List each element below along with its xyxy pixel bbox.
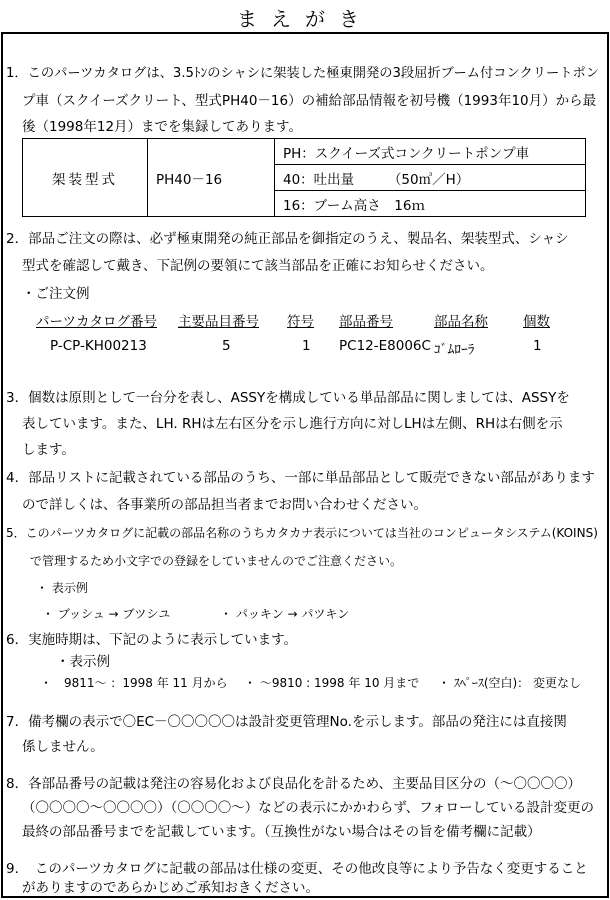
para-8-line-3: 最終の部品番号までを記載しています。（互換性がない場合はその旨を備考欄に記載） [22, 824, 541, 840]
para-1-line-1: 1．このパーツカタログは、3.5ﾄﾝのシャシに架装した極東開発の3段屈折ブーム付コンクリートポン [6, 66, 599, 81]
order-cell-code: 1 [302, 338, 311, 354]
order-header-catalog: パーツカタログ番号 [36, 314, 157, 330]
order-header-part-name: 部品名称 [434, 314, 488, 330]
para-6-example-2: ・ ～9810 : 1998 年 10 月まで [244, 676, 420, 690]
order-cell-part-name: ｺﾞﾑﾛｰﾗ [434, 342, 475, 358]
para-5-example-1: ・ ブッシュ → ブツシユ [42, 607, 171, 621]
para-2-line-1: 2．部品ご注文の際は、必ず極東開発の純正部品を御指定のうえ、製品名、架装型式、シャシ [6, 231, 569, 247]
order-cell-catalog: P-CP-KH00213 [50, 338, 147, 354]
order-header-qty: 個数 [523, 314, 550, 330]
para-6-example-1: ・ 9811～ ：1998 年 11 月から [40, 676, 228, 690]
para-9-line-1: 9． このパーツカタログに記載の部品は仕様の変更、その他改良等により予告なく変更すること [6, 861, 588, 877]
order-cell-qty: 1 [533, 338, 542, 354]
para-3-line-1: 3．個数は原則として一台分を表し、ASSYを構成している単品部品に関しましては、ASSYを [6, 390, 570, 406]
para-6-line-1: 6．実施時期は、下記のように表示しています。 [6, 632, 298, 648]
order-header-item: 主要品目番号 [178, 314, 259, 330]
para-6-example-label: ・表示例 [56, 654, 110, 670]
spec-label: 架装型式 [23, 139, 148, 217]
para-5-example-2: ・ パッキン → パツキン [220, 607, 350, 621]
para-6-example-3: ・ ｽﾍﾟｰｽ(空白)： 変更なし [438, 676, 581, 690]
spec-model: PH40－16 [148, 139, 275, 217]
para-5-line-2: で管理するため小文字での登録をしていませんのでご注意ください。 [30, 554, 403, 568]
para-3-line-2: 表しています。また、LH. RHは左右区分を示し進行方向に対しLHは左側、RHは右側を示 [22, 416, 563, 432]
spec-desc-1: PH：スクイーズ式コンクリートポンプ車 [275, 139, 586, 165]
para-5-line-1: 5．このパーツカタログに記載の部品名称のうちカタカナ表示については当社のコンピュータシステム(KOINS) [6, 526, 598, 540]
order-cell-item: 5 [222, 338, 231, 354]
spec-desc-3: 16：ブーム高さ 16ｍ [275, 191, 586, 217]
para-1-line-3: 後（1998年12月）までを集録してあります。 [22, 119, 302, 135]
order-header-part-no: 部品番号 [339, 314, 393, 330]
para-1-line-2: プ車（スクイーズクリート、型式PH40－16）の補給部品情報を初号機（1993年10月）から最 [22, 93, 597, 109]
order-header-code: 符号 [287, 314, 314, 330]
order-cell-part-no: PC12-E8006C [339, 338, 431, 354]
para-4-line-2: ので詳しくは、各事業所の部品担当者までお問い合わせください。 [22, 497, 427, 513]
para-3-line-3: します。 [22, 442, 75, 458]
para-9-line-2: がありますのであらかじめご承知おきください。 [22, 880, 319, 896]
para-2-line-2: 型式を確認して戴き、下記例の要領にて該当部品を正確にお知らせください。 [22, 258, 494, 274]
para-7-line-1: 7．備考欄の表示で〇EC－〇〇〇〇〇は設計変更管理No.を示します。部品の発注には直接関 [6, 714, 567, 730]
spec-desc-2: 40：吐出量 （50㎥／H） [275, 165, 586, 191]
para-7-line-2: 係しません。 [22, 739, 104, 755]
para-2-line-3: ・ご注文例 [22, 286, 90, 302]
para-4-line-1: 4．部品リストに記載されている部品のうち、一部に単品部品として販売できない部品があります [6, 470, 595, 486]
para-8-line-2: （〇〇〇〇～〇〇〇〇）（〇〇〇〇～）などの表示にかかわらず、フォローしている設計変更の [22, 800, 594, 816]
spec-table [22, 138, 586, 217]
para-5-example-label: ・ 表示例 [36, 581, 88, 595]
page-title: まえがき [237, 7, 373, 31]
para-8-line-1: 8．各部品番号の記載は発注の容易化および良品化を計るため、主要品目区分の（～〇〇〇〇） [6, 776, 582, 792]
